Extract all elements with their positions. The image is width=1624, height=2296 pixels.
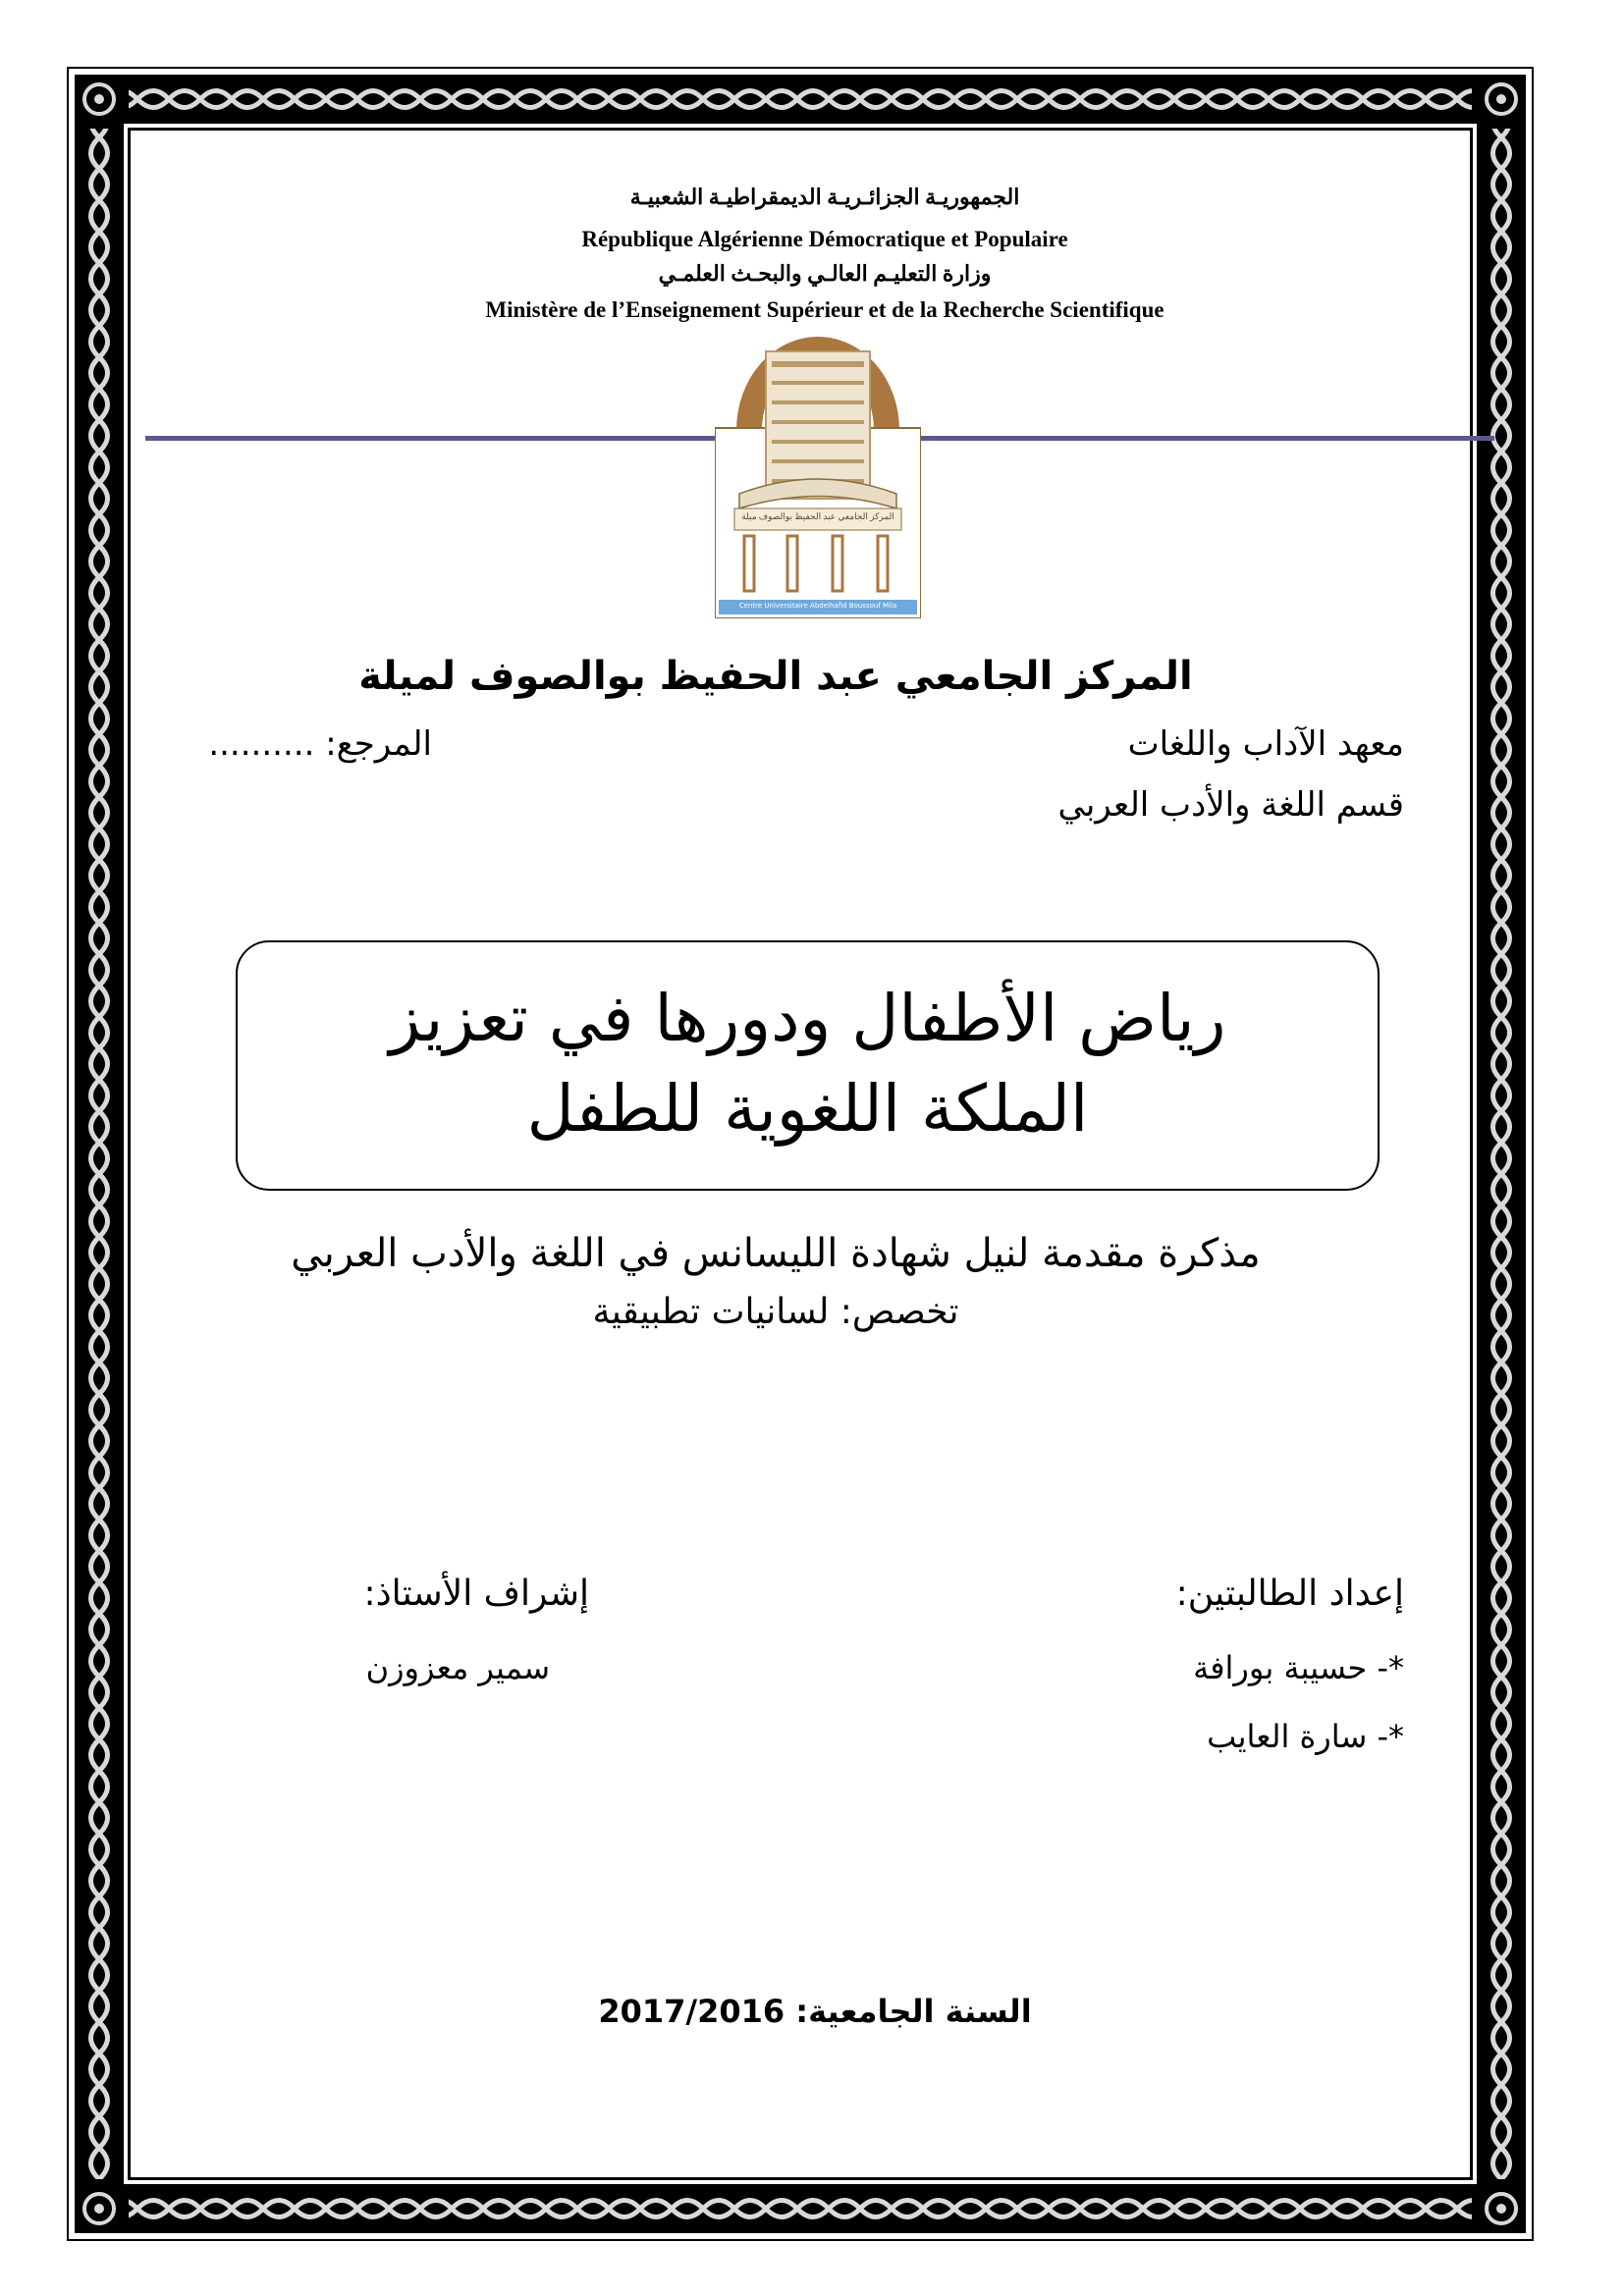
header-rule-left [145,436,715,441]
logo-banner-text: المركز الجامعي عبد الحفيظ بوالصوف ميلة [741,511,894,521]
reference-field: المرجع: .......... [208,724,432,764]
chain-pattern-left [75,75,124,2233]
corner-ornament-bottom-left [75,2184,124,2233]
ministry-name-french: Ministère de l’Enseignement Supérieur et de la Recherche Scientifique [485,297,1164,322]
chain-pattern-top [75,75,1526,124]
students-heading: إعداد الطالبتين: [1175,1574,1404,1614]
corner-ornament-top-right [1477,75,1526,124]
right-border-band [1477,75,1526,2233]
student-name-1: *- حسيبة بورافة [1193,1649,1404,1686]
institute-name: معهد الآداب واللغات [1127,724,1404,764]
thesis-title-box [236,940,1380,1191]
chain-pattern-right [1477,75,1526,2233]
thesis-title-line-1: رياض الأطفال ودورها في تعزيز [389,981,1226,1056]
left-border-band [75,75,124,2233]
header-rule-right [913,436,1494,441]
corner-ornament-top-left [75,75,124,124]
circle-ornament-icon [1482,2189,1521,2228]
department-name: قسم اللغة والأدب العربي [1057,785,1404,825]
student-name-2: *- سارة العايب [1207,1718,1404,1755]
bottom-border-band [75,2184,1526,2233]
institution-name: المركز الجامعي عبد الحفيظ بوالصوف لميلة [358,654,1193,699]
university-logo [715,312,921,618]
logo-caption: Centre Universitaire Abdelhafid Boussouf Mila [738,602,897,610]
chain-pattern-bottom [75,2184,1526,2233]
supervisor-name: سمير معزوزن [365,1649,550,1686]
supervisor-heading: إشراف الأستاذ: [363,1574,589,1614]
circle-ornament-icon [80,2189,119,2228]
thesis-specialty: تخصص: لسانيات تطبيقية [592,1292,959,1332]
republic-name-arabic: الجمهوريـة الجزائـريـة الديمقراطيـة الشعبيـة [629,185,1020,209]
circle-ornament-icon [80,80,119,119]
thesis-title-line-2: الملكة اللغوية للطفل [526,1071,1089,1147]
ministry-name-arabic: وزارة التعليـم العالـي والبحـث العلمـي [658,261,992,286]
republic-name-french: République Algérienne Démocratique et Populaire [581,227,1068,251]
thesis-subtitle: مذكرة مقدمة لنيل شهادة الليسانس في اللغة والأدب العربي [291,1231,1261,1276]
corner-ornament-bottom-right [1477,2184,1526,2233]
top-border-band [75,75,1526,124]
academic-year: السنة الجامعية: 2017/2016 [598,1993,1032,2030]
circle-ornament-icon [1482,80,1521,119]
